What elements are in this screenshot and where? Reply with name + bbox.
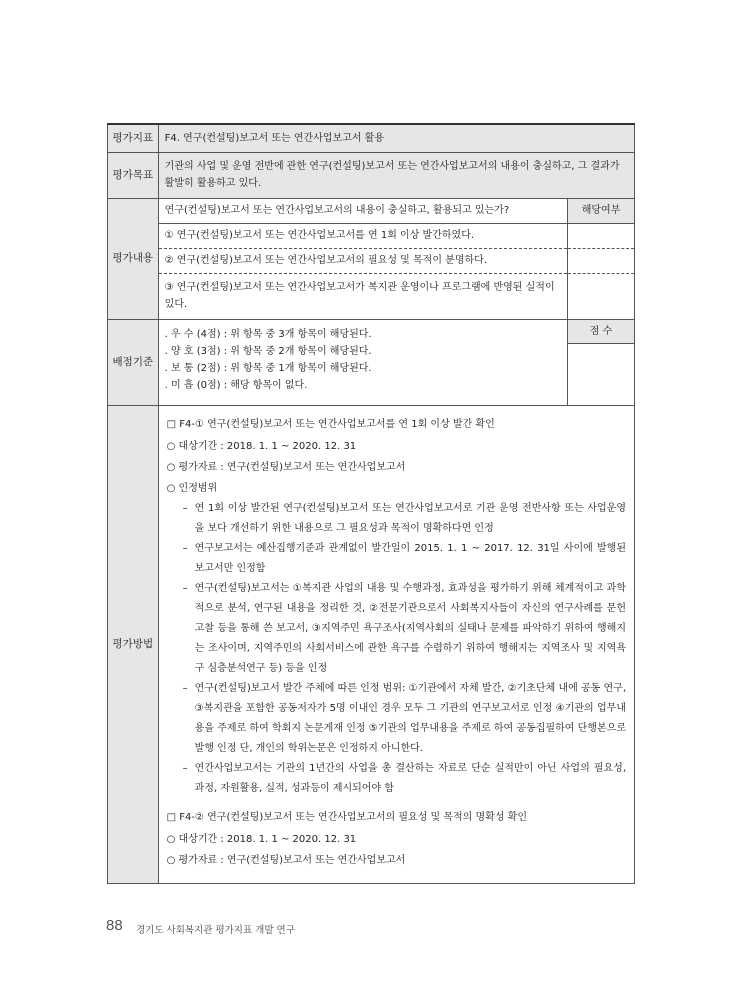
- scope-item: – 연간사업보고서는 기관의 1년간의 사업을 총 결산하는 자료로 단순 실적만이 아닌 사업의 필요성, 과정, 자원활용, 실적, 성과등이 제시되어야 함: [182, 762, 626, 794]
- content-label: 평가내용: [108, 198, 159, 319]
- footer-title: 경기도 사회복지관 평가지표 개발 연구: [136, 925, 295, 936]
- scoring-label: 배점기준: [108, 319, 159, 405]
- scoring-list: [158, 319, 567, 405]
- scope-item: – 연 1회 이상 발간된 연구(컨설팅)보고서 또는 연간사업보고서로 기관 운영 전반사항 또는 사업운영을 보다 개선하기 위한 내용으로 그 필요성과 목적이 명확하다면 인정: [182, 502, 626, 534]
- scope-item: – 연구(컨설팅)보고서 발간 주체에 따른 인정 범위: ①기관에서 자체 발간, ②기초단체 내에 공동 연구, ③복지관을 포함한 공동저자가 5명 이내인 경우 모두 그 기관의 연구보고서로 인정 ④기관의 업무내용을 주제로 하여 학회지 논문게재 인정 ⑤기관의 업무내용을 주제로 하여 공동집필하여 단행본으로 발행 인정 단, 개인의 학위논문은 인정하지 아니한다.: [182, 682, 626, 754]
- scoring-item: . 우 수 (4점) : 위 항목 중 3개 항목이 해당된다.: [164, 328, 372, 340]
- indicator-text: F4. 연구(컨설팅)보고서 또는 연간사업보고서 활용: [158, 124, 634, 152]
- goal-text: 기관의 사업 및 운영 전반에 관한 연구(컨설팅)보고서 또는 연간사업보고서의 내용이 충실하고, 그 결과가 활발히 활용하고 있다.: [158, 152, 634, 198]
- scoring-item: . 보 통 (2점) : 위 항목 중 1개 항목이 해당된다.: [164, 362, 372, 374]
- sec1-scope: ○ 인정범위: [166, 482, 218, 494]
- sec2-material: ○ 평가자료 : 연구(컨설팅)보고서 또는 연간사업보고서: [166, 854, 406, 866]
- scope-item: – 연구보고서는 예산집행기준과 관계없이 발간일이 2015. 1. 1 ~ 2017. 12. 31일 사이에 발행된 보고서만 인정함: [182, 542, 626, 574]
- indicator-label: 평가지표: [108, 124, 159, 152]
- scope-item: – 연구(컨설팅)보고서는 ①복지관 사업의 내용 및 수행과정, 효과성을 평가하기 위해 체계적이고 과학적으로 분석, 연구된 내용을 정리한 것, ②전문기관으로서 사회복지사들이 자신의 연구사례를 문헌 고찰 등을 통해 쓴 보고서, ③지역주민 욕구조사(지역사회의 실태나 문제를 파악하기 위하여 행해지는 조사이며, 지역주민의 사회서비스에 관한 욕구를 수렴하기 위하여 행해지는 지역조사 및 지역욕구 심층분석연구 등) 등을 인정: [182, 582, 626, 674]
- sec2-period: ○ 대상기간 : 2018. 1. 1 ~ 2020. 12. 31: [166, 833, 357, 845]
- sec1-period: ○ 대상기간 : 2018. 1. 1 ~ 2020. 12. 31: [166, 440, 357, 452]
- scoring-item: . 미 흡 (0점) : 해당 항목이 없다.: [164, 379, 308, 391]
- content-question: 연구(컨설팅)보고서 또는 연간사업보고서의 내용이 충실하고, 활용되고 있는가?: [158, 198, 567, 223]
- goal-label: 평가목표: [108, 152, 159, 198]
- sec2-title: □ F4-② 연구(컨설팅)보고서 또는 연간사업보고서의 필요성 및 목적의 명확성 확인: [166, 811, 528, 823]
- method-content: [158, 405, 634, 883]
- content-check-3: [568, 273, 635, 319]
- score-cell: [568, 343, 635, 405]
- content-check-2: [568, 248, 635, 273]
- content-item-1: ① 연구(컨설팅)보고서 또는 연간사업보고서를 연 1회 이상 발간하였다.: [158, 223, 567, 248]
- scoring-item: . 양 호 (3점) : 위 항목 중 2개 항목이 해당된다.: [164, 345, 372, 357]
- evaluation-table: [107, 123, 635, 884]
- page-number: 88: [106, 917, 123, 934]
- content-col-header: 해당여부: [568, 198, 635, 223]
- content-item-3: ③ 연구(컨설팅)보고서 또는 연간사업보고서가 복지관 운영이나 프로그램에 반영된 실적이 있다.: [158, 273, 567, 319]
- sec1-title: □ F4-① 연구(컨설팅)보고서 또는 연간사업보고서를 연 1회 이상 발간 확인: [166, 418, 495, 430]
- method-label: 평가방법: [108, 405, 159, 883]
- content-check-1: [568, 223, 635, 248]
- scoring-col-header: 점 수: [568, 319, 635, 343]
- sec1-material: ○ 평가자료 : 연구(컨설팅)보고서 또는 연간사업보고서: [166, 461, 406, 473]
- content-item-2: ② 연구(컨설팅)보고서 또는 연간사업보고서의 필요성 및 목적이 분명하다.: [158, 248, 567, 273]
